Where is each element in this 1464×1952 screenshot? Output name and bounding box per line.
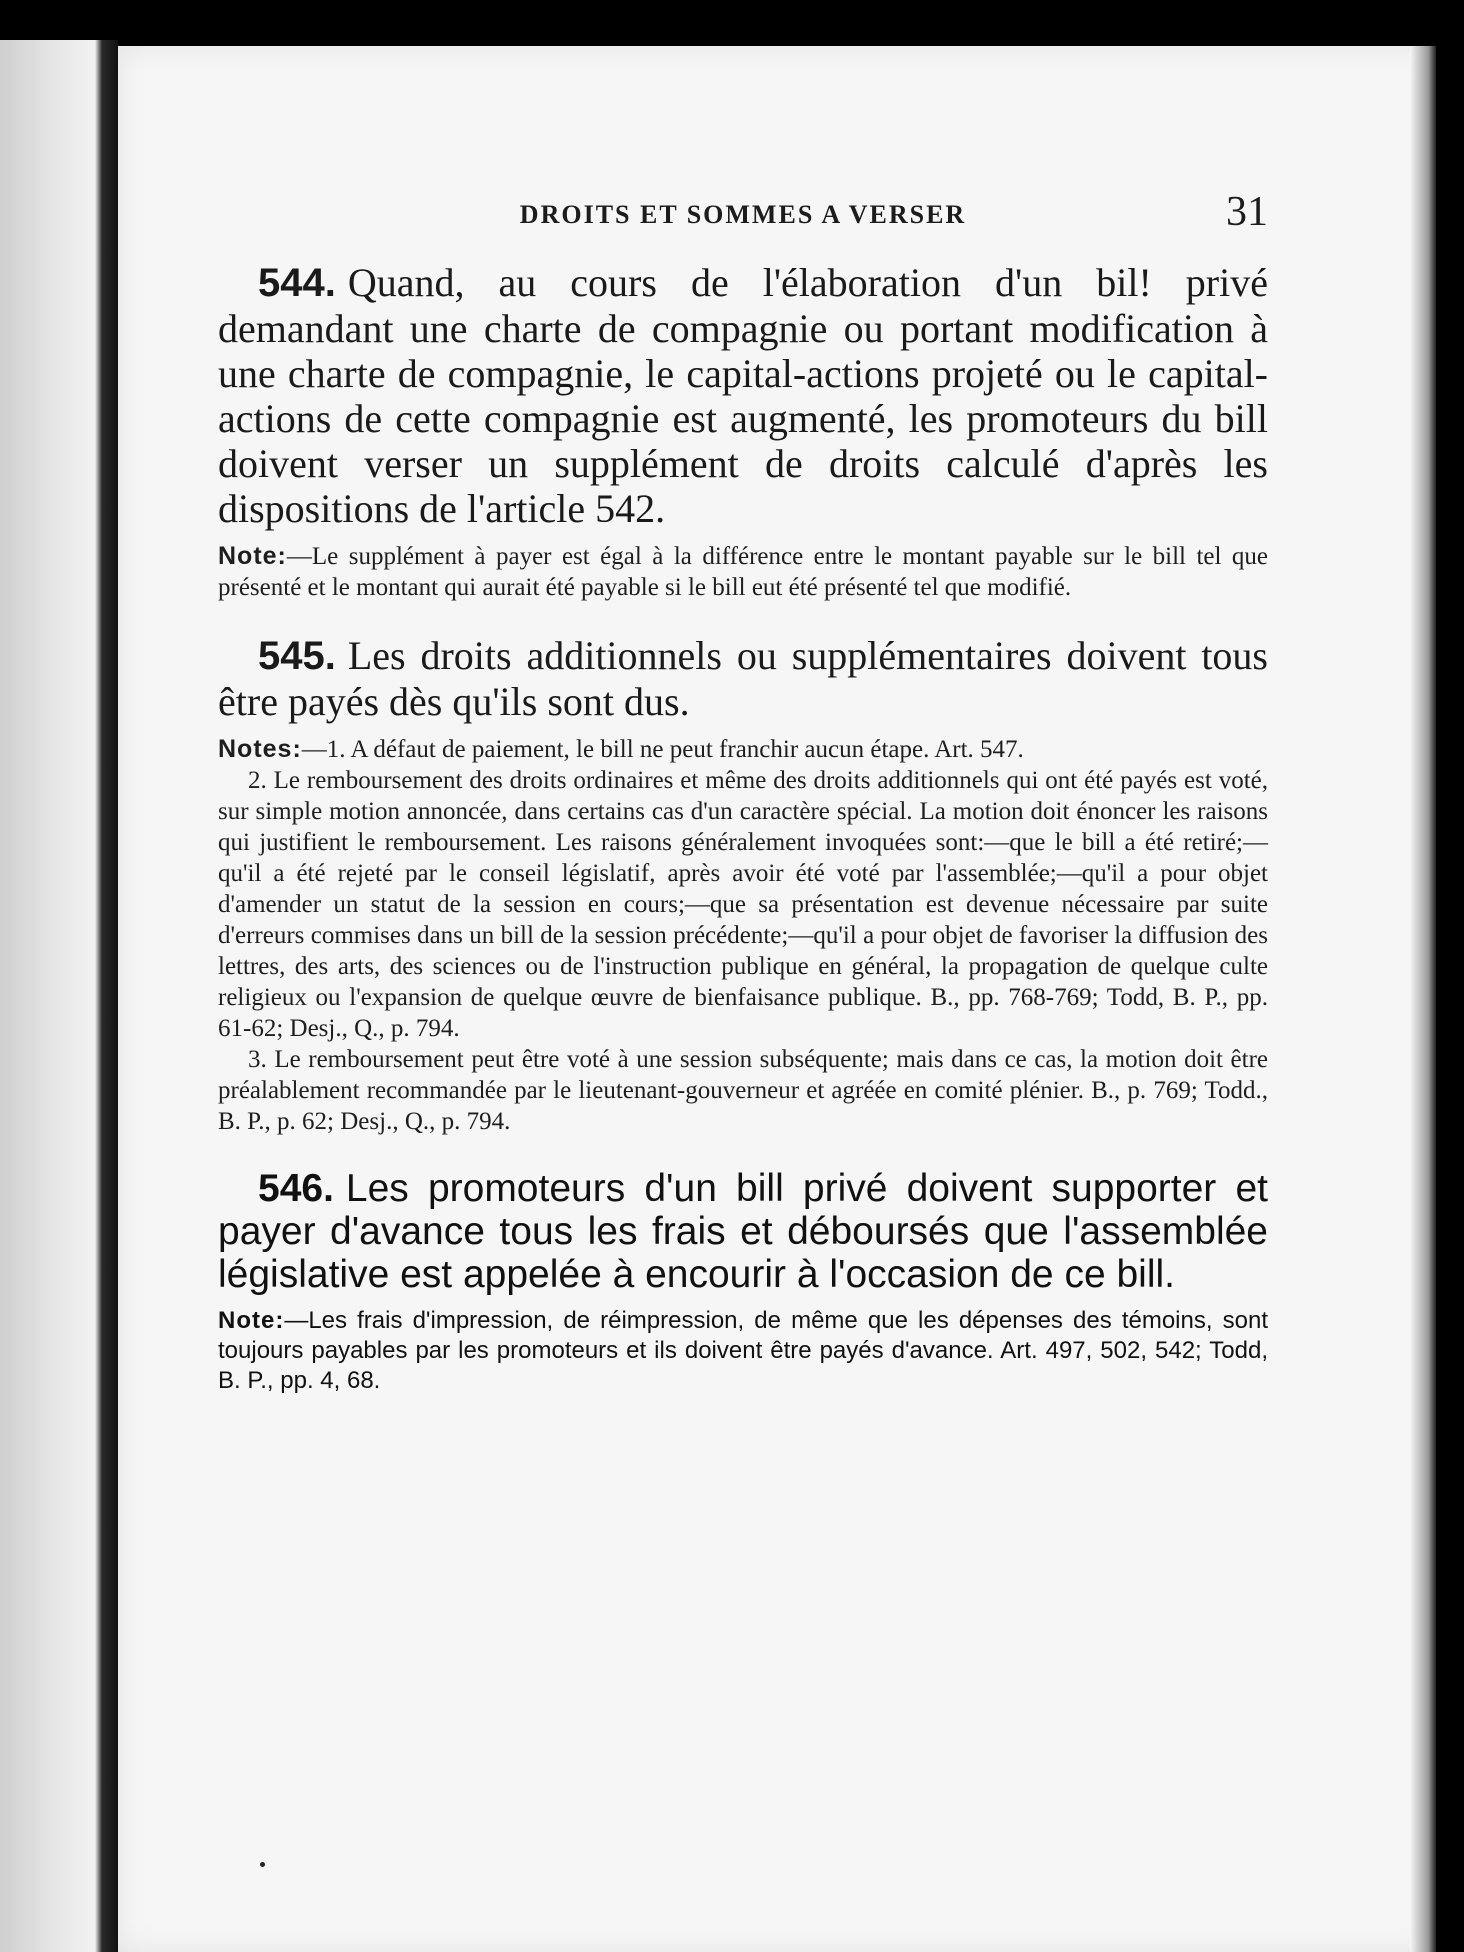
- article-544-note: [218, 541, 1268, 603]
- running-head: [218, 186, 1268, 246]
- article-546-note: [218, 1306, 1268, 1396]
- facing-page-edge: [0, 40, 118, 1952]
- note-text: —Les frais d'impression, de réimpression, de même que les dépenses des témoins, sont toujours payables par les promoteurs et ils doivent être payés d'avance. Art. 497, 502, 542; Todd, B. P., pp. 4, 68.: [218, 1307, 1268, 1394]
- scan-border: [0, 0, 118, 40]
- page-content: [218, 186, 1268, 1396]
- article-text: Les droits additionnels ou supplémentaires doivent tous être payés dès qu'ils sont dus.: [218, 633, 1268, 724]
- note-text: —Le supplément à payer est égal à la différence entre le montant payable sur le bill tel que présenté et le montant qui aurait été payable si le bill eut été présenté tel que modifié.: [218, 543, 1268, 601]
- note-paragraph-3: 3. Le remboursement peut être voté à une session subséquente; mais dans ce cas, la motion doit être préalablement recommandée par le lieutenant-gouverneur et agréée en comité plénier. B., p. 769; Todd., B. P., p. 62; Desj., Q., p. 794.: [218, 1046, 1268, 1135]
- article-number: 544.: [258, 261, 336, 305]
- article-number: 545.: [258, 634, 336, 678]
- page-gutter-shadow: [1410, 46, 1436, 1952]
- note-label: Note:: [218, 1307, 285, 1334]
- note-text: —1. A défaut de paiement, le bill ne peut franchir aucun étape. Art. 547.: [301, 736, 1024, 763]
- running-title: DROITS ET SOMMES A VERSER: [519, 200, 967, 229]
- article-545-note: [218, 734, 1268, 765]
- article-545: [218, 633, 1268, 724]
- ink-speck: [260, 1862, 265, 1867]
- note-paragraph-2: 2. Le remboursement des droits ordinaires et même des droits additionnels qui ont été payés est voté, sur simple motion annoncée, dans certains cas d'un caractère spécial. La motion doit énoncer les raisons qui justifient le remboursement. Les raisons généralement invoquées sont:—que le bill a été retiré;—qu'il a été rejeté par le conseil législatif, après avoir été voté par l'assemblée;—qu'il a pour objet d'amender un statut de la session en cours;—que sa présentation est devenue nécessaire par suite d'erreurs commises dans un bill de la session précédente;—qu'il a pour objet de favoriser la diffusion des lettres, des arts, des sciences ou de l'instruction publique en général, la propagation de quelque culte religieux ou l'expansion de quelque œuvre de bienfaisance publique. B., pp. 768-769; Todd, B. P., pp. 61-62; Desj., Q., p. 794.: [218, 767, 1268, 1042]
- article-text: Les promoteurs d'un bill privé doivent supporter et payer d'avance tous les frais et déboursés que l'assemblée législative est appelée à encourir à l'occasion de ce bill.: [218, 1167, 1268, 1296]
- article-number: 546.: [258, 1167, 334, 1210]
- article-544: [218, 260, 1268, 531]
- book-page: [118, 46, 1436, 1952]
- note-label: Note:: [218, 542, 287, 570]
- note-label: Notes:: [218, 735, 302, 763]
- article-546: [218, 1167, 1268, 1296]
- page-number: 31: [1226, 189, 1268, 235]
- article-text: Quand, au cours de l'élaboration d'un bil! privé demandant une charte de compagnie ou portant modification à une charte de compagnie, le capital-actions projeté ou le capital-actions de cette compagnie est augmenté, les promoteurs du bill doivent verser un supplément de droits calculé d'après les dispositions de l'article 542.: [218, 260, 1268, 531]
